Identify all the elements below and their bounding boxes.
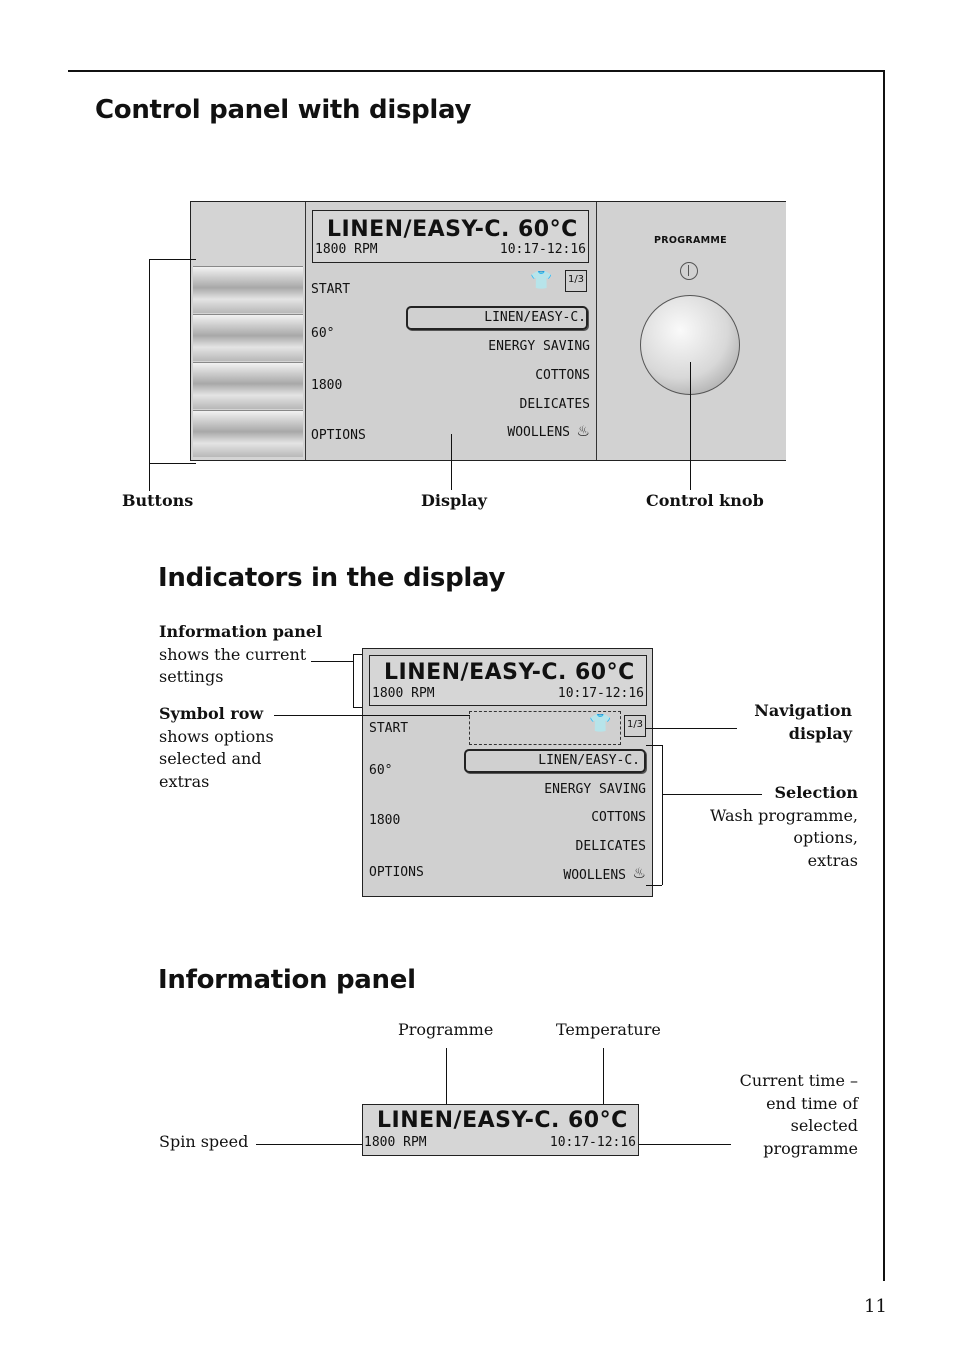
power-indicator-icon — [680, 262, 698, 280]
indicator-start-label: START — [369, 721, 409, 736]
page-number: 11 — [864, 1296, 887, 1317]
selection-callout-desc3: extras — [807, 850, 858, 870]
selection-callout-title: Selection — [774, 783, 858, 802]
selection-callout-desc2: options, — [793, 828, 858, 847]
display — [306, 202, 596, 460]
programme-cottons[interactable]: COTTONS — [535, 368, 590, 383]
info-detail-programme-line: LINEN/EASY-C. 60°C — [377, 1108, 628, 1133]
programme-energy-saving[interactable]: ENERGY SAVING — [488, 339, 590, 354]
information-panel-callout — [159, 621, 322, 689]
temperature-pointer — [603, 1048, 604, 1104]
spin-label: 1800 — [311, 378, 343, 393]
section-title-indicators: Indicators in the display — [158, 563, 506, 593]
symbol-row-callout-desc1: shows options — [159, 726, 274, 746]
knob-pointer — [690, 362, 691, 490]
indicator-spin-label: 1800 — [369, 813, 401, 828]
indicator-programme-delicates: DELICATES — [575, 839, 646, 854]
info-detail-spin-readout: 1800 RPM — [364, 1135, 427, 1150]
section-title-information-panel: Information panel — [158, 965, 416, 995]
navigation-pointer — [645, 728, 737, 729]
indicator-programme-cottons: COTTONS — [591, 810, 646, 825]
buttons-bracket-vertical — [149, 259, 150, 491]
knob-panel — [596, 202, 786, 460]
indicator-programme-energy-saving: ENERGY SAVING — [544, 782, 646, 797]
options-button[interactable] — [193, 410, 303, 457]
selection-callout-desc1: Wash programme, — [709, 805, 858, 825]
buttons-bracket-bottom — [149, 463, 196, 464]
programme-callout: Programme — [398, 1020, 494, 1039]
start-button[interactable] — [193, 266, 303, 313]
info-detail-time-readout: 10:17-12:16 — [549, 1135, 636, 1150]
start-label: START — [311, 282, 351, 297]
indicator-handwash-icon: ♨ — [632, 864, 646, 882]
indicator-options-label: OPTIONS — [369, 865, 424, 880]
options-label: OPTIONS — [311, 428, 366, 443]
spin-speed-pointer — [256, 1144, 362, 1145]
info-panel-bracket-top — [353, 654, 362, 655]
indicator-temperature-label: 60° — [369, 763, 393, 778]
temperature-callout: Temperature — [556, 1020, 661, 1039]
shirt-icon: 👕 — [530, 270, 553, 291]
right-rule — [883, 70, 885, 1281]
indicator-programme-woollens: WOOLLENS — [563, 868, 626, 883]
button-column — [191, 202, 306, 460]
indicator-spin-readout: 1800 RPM — [372, 686, 435, 701]
symbol-row-callout-title: Symbol row — [159, 704, 264, 723]
selection-callout — [710, 782, 858, 872]
indicator-time-readout: 10:17-12:16 — [557, 686, 644, 701]
indicator-shirt-icon: 👕 — [589, 713, 612, 734]
section-title-control-panel: Control panel with display — [95, 95, 472, 125]
display-pointer — [451, 434, 452, 490]
spin-readout: 1800 RPM — [315, 242, 378, 257]
info-panel-bracket-bottom — [353, 707, 362, 708]
buttons-callout: Buttons — [122, 491, 194, 510]
information-panel — [312, 210, 589, 263]
top-rule — [68, 70, 885, 72]
indicator-programme-linen: LINEN/EASY-C. — [538, 753, 640, 768]
selection-bracket-v — [662, 745, 663, 885]
navigation-callout-line1: Navigation — [754, 701, 852, 720]
info-panel-bracket-v — [353, 654, 354, 707]
time-callout-line3: selected — [790, 1116, 858, 1135]
buttons-bracket-top — [149, 259, 196, 260]
indicator-display — [362, 648, 653, 897]
programme-woollens[interactable]: WOOLLENS — [507, 425, 570, 440]
info-panel-callout-desc2: settings — [159, 667, 224, 686]
time-pointer — [639, 1144, 731, 1145]
symbol-row-callout — [159, 703, 274, 793]
temperature-label: 60° — [311, 326, 335, 341]
programme-delicates[interactable]: DELICATES — [519, 397, 590, 412]
spin-button[interactable] — [193, 362, 303, 409]
programme-label: PROGRAMME — [654, 235, 727, 246]
indicator-navigation-display: 1/3 — [624, 715, 646, 737]
control-knob-callout: Control knob — [646, 491, 764, 510]
symbol-row-callout-desc2: selected and — [159, 749, 262, 768]
programme-pointer — [446, 1048, 447, 1104]
temperature-button[interactable] — [193, 314, 303, 361]
time-callout-line2: end time of — [766, 1093, 858, 1113]
navigation-display-callout — [754, 700, 852, 745]
navigation-display: 1/3 — [565, 270, 587, 292]
time-callout — [740, 1070, 858, 1160]
info-panel-detail — [362, 1104, 639, 1156]
programme-line: LINEN/EASY-C. 60°C — [327, 217, 578, 242]
spin-speed-callout: Spin speed — [159, 1132, 249, 1151]
selection-bracket-bottom — [646, 885, 662, 886]
info-panel-callout-desc1: shows the current — [159, 644, 307, 664]
time-callout-line4: programme — [763, 1138, 858, 1158]
symbol-row-pointer — [274, 715, 470, 716]
navigation-callout-line2: display — [788, 723, 852, 743]
time-callout-line1: Current time – — [739, 1071, 858, 1090]
time-readout: 10:17-12:16 — [499, 242, 586, 257]
programme-linen[interactable]: LINEN/EASY-C. — [484, 310, 586, 325]
selection-bracket-top — [646, 745, 662, 746]
display-callout: Display — [421, 491, 487, 510]
handwash-icon: ♨ — [576, 422, 590, 440]
info-panel-callout-title: Information panel — [159, 622, 323, 641]
indicator-information-panel — [369, 655, 647, 706]
indicator-programme-line: LINEN/EASY-C. 60°C — [384, 660, 635, 685]
symbol-row-callout-desc3: extras — [159, 771, 210, 791]
control-panel — [190, 201, 786, 461]
